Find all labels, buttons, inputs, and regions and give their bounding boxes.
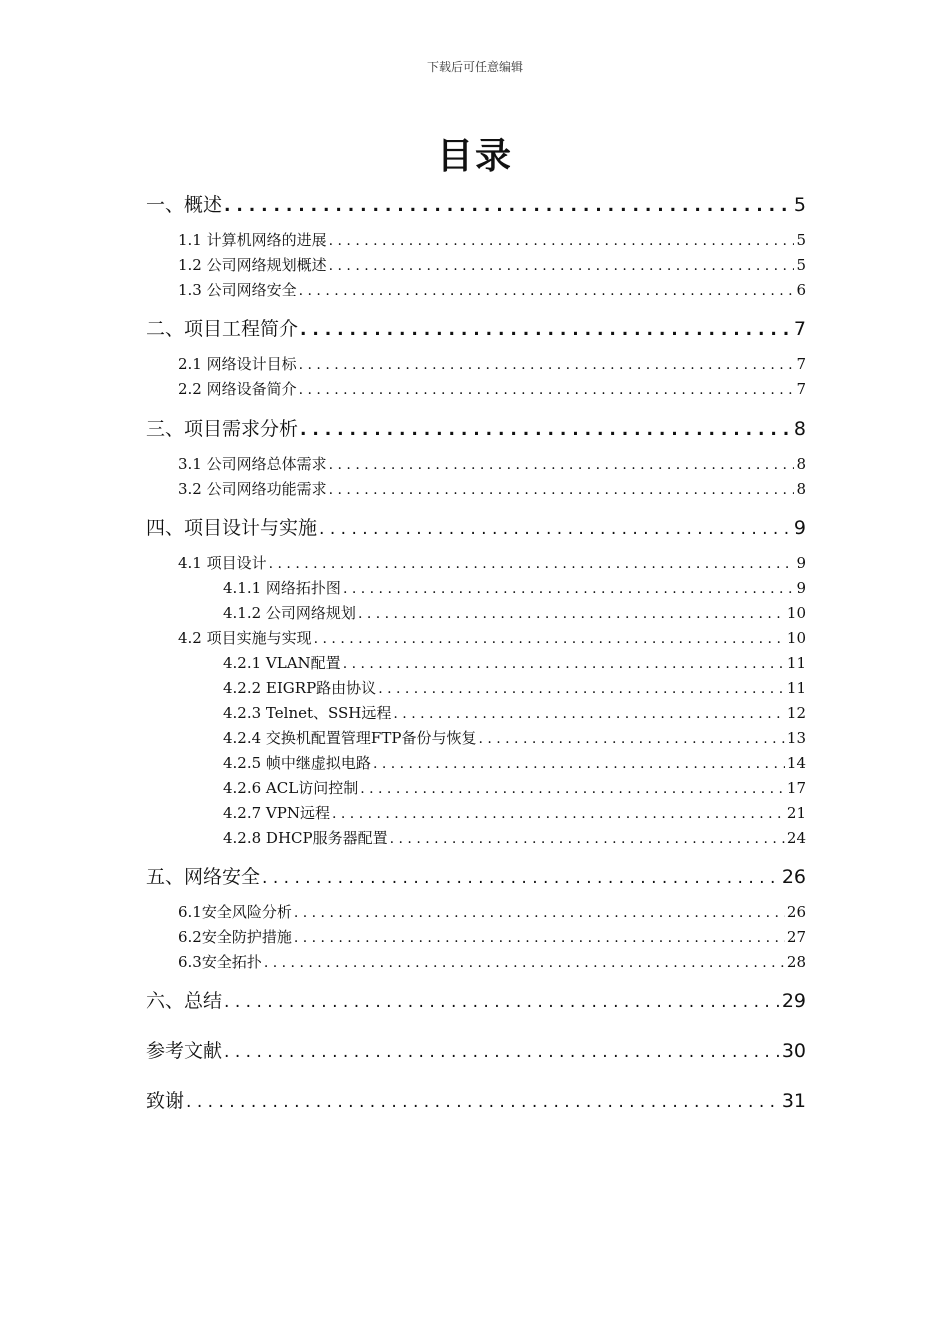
toc-leader: [299, 283, 795, 299]
toc-entry-text: 4.2.4 交换机配置管理FTP备份与恢复: [223, 729, 477, 747]
header-note: 下载后可任意编辑: [426, 60, 523, 74]
toc-leader: [358, 606, 785, 622]
toc-entry-text: 三、项目需求分析: [146, 418, 299, 440]
toc-leader: [299, 357, 795, 373]
toc-page-number: 21: [786, 804, 806, 822]
toc-page-number: 7: [793, 318, 806, 340]
toc-entry[interactable]: [223, 577, 806, 597]
toc-entry[interactable]: [223, 752, 806, 772]
toc-entry-text: 4.1.1 网络拓扑图: [223, 579, 341, 597]
toc-leader: [393, 706, 785, 722]
toc-page-number: 13: [786, 729, 806, 747]
toc-entry-text: 致谢: [146, 1090, 185, 1112]
toc-page-number: 29: [781, 990, 806, 1012]
toc-entry[interactable]: [178, 378, 806, 398]
toc-leader: [294, 905, 785, 921]
toc-page-number: 6: [796, 281, 806, 299]
toc-entry-text: 4.2.6 ACL访问控制: [223, 779, 359, 797]
toc-page-number: 11: [786, 679, 806, 697]
toc-entry-text: 4.2.1 VLAN配置: [223, 654, 341, 672]
toc-entry[interactable]: [223, 802, 806, 822]
toc-entry[interactable]: [178, 279, 806, 299]
toc-leader: [343, 656, 785, 672]
toc-entry-text: 六、总结: [146, 990, 223, 1012]
toc-leader: [343, 581, 795, 597]
toc-page-number: 14: [786, 754, 806, 772]
toc-entry[interactable]: [146, 862, 806, 886]
toc-leader: [186, 1092, 780, 1112]
toc-page-number: 9: [793, 517, 806, 539]
toc-leader: [478, 731, 784, 747]
toc-page-number: 30: [781, 1040, 806, 1062]
toc-entry[interactable]: [146, 1086, 806, 1110]
toc-entry[interactable]: [178, 951, 806, 971]
toc-entry-text: 2.1 网络设计目标: [178, 355, 297, 373]
toc-entry[interactable]: [178, 901, 806, 921]
toc-entry[interactable]: [146, 314, 806, 338]
toc-entry[interactable]: [146, 986, 806, 1010]
toc-page-number: 5: [796, 231, 806, 249]
toc-entry-text: 4.2.5 帧中继虚拟电路: [223, 754, 371, 772]
toc-leader: [373, 756, 785, 772]
toc-title: 目录: [436, 136, 513, 177]
toc-entry[interactable]: [146, 1036, 806, 1060]
toc-entry-text: 参考文献: [146, 1040, 223, 1062]
toc-entry-text: 6.2安全防护措施: [178, 928, 292, 946]
toc-page-number: 17: [786, 779, 806, 797]
toc-page-number: 10: [786, 629, 806, 647]
toc-entry[interactable]: [178, 926, 806, 946]
toc-entry[interactable]: [223, 777, 806, 797]
toc-entry-text: 4.2.2 EIGRP路由协议: [223, 679, 377, 697]
toc-leader: [329, 233, 795, 249]
toc-leader: [224, 196, 792, 216]
toc-page-number: 8: [793, 418, 806, 440]
toc-page-number: 31: [781, 1090, 806, 1112]
toc-leader: [269, 556, 795, 572]
toc-entry-text: 一、概述: [146, 194, 223, 216]
toc-entry[interactable]: [146, 414, 806, 438]
toc-page-number: 26: [786, 903, 806, 921]
toc-page-number: 9: [796, 554, 806, 572]
toc-leader: [390, 831, 785, 847]
toc-entry-text: 1.2 公司网络规划概述: [178, 256, 327, 274]
toc-leader: [332, 806, 785, 822]
toc-entry[interactable]: [146, 190, 806, 214]
toc-page-number: 26: [781, 866, 806, 888]
toc-entry-text: 3.2 公司网络功能需求: [178, 480, 327, 498]
toc-entry-text: 4.2.7 VPN远程: [223, 804, 330, 822]
toc-entry[interactable]: [223, 827, 806, 847]
toc-leader: [360, 781, 785, 797]
toc-entry[interactable]: [223, 602, 806, 622]
toc-entry-text: 6.1安全风险分析: [178, 903, 292, 921]
toc-leader: [329, 482, 795, 498]
toc-entry[interactable]: [178, 627, 806, 647]
toc-page-number: 11: [786, 654, 806, 672]
toc-page-number: 28: [786, 953, 806, 971]
toc-page-number: 12: [786, 704, 806, 722]
toc-entry-text: 四、项目设计与实施: [146, 517, 318, 539]
toc-page-number: 10: [786, 604, 806, 622]
toc-leader: [319, 519, 792, 539]
toc-entry[interactable]: [223, 727, 806, 747]
toc-leader: [329, 258, 795, 274]
toc-page-number: 8: [796, 455, 806, 473]
toc-entry[interactable]: [223, 652, 806, 672]
toc-leader: [264, 955, 785, 971]
toc-entry-text: 4.2.3 Telnet、SSH远程: [223, 704, 392, 722]
toc-page-number: 7: [796, 380, 806, 398]
toc-entry-text: 4.2.8 DHCP服务器配置: [223, 829, 388, 847]
toc-entry-text: 6.3安全拓扑: [178, 953, 262, 971]
toc-entry-text: 4.1.2 公司网络规划: [223, 604, 356, 622]
toc-page-number: 5: [796, 256, 806, 274]
toc-leader: [329, 457, 795, 473]
toc-entry[interactable]: [178, 254, 806, 274]
toc-entry[interactable]: [178, 478, 806, 498]
toc-leader: [224, 992, 780, 1012]
toc-leader: [314, 631, 785, 647]
toc-entry[interactable]: [178, 453, 806, 473]
toc-leader: [300, 420, 792, 440]
toc-entry[interactable]: [223, 702, 806, 722]
toc-entry-text: 2.2 网络设备简介: [178, 380, 297, 398]
toc-entry[interactable]: [146, 513, 806, 537]
toc-page-number: 27: [786, 928, 806, 946]
toc-entry[interactable]: [178, 552, 806, 572]
toc-page-number: 8: [796, 480, 806, 498]
toc-leader: [299, 382, 795, 398]
toc-page-number: 5: [793, 194, 806, 216]
toc-entry-text: 1.1 计算机网络的进展: [178, 231, 327, 249]
toc-entry-text: 4.2 项目实施与实现: [178, 629, 312, 647]
toc-entry-text: 五、网络安全: [146, 866, 261, 888]
toc-leader: [262, 868, 780, 888]
toc-entry[interactable]: [178, 229, 806, 249]
toc-entry[interactable]: [223, 677, 806, 697]
toc-entry-text: 3.1 公司网络总体需求: [178, 455, 327, 473]
toc-entry[interactable]: [178, 353, 806, 373]
toc-entry-text: 4.1 项目设计: [178, 554, 267, 572]
toc-page-number: 7: [796, 355, 806, 373]
toc-leader: [294, 930, 785, 946]
toc-leader: [378, 681, 785, 697]
toc-entry-text: 二、项目工程简介: [146, 318, 299, 340]
toc-page-number: 24: [786, 829, 806, 847]
toc-page-number: 9: [796, 579, 806, 597]
toc-leader: [224, 1042, 780, 1062]
toc-leader: [300, 320, 792, 340]
toc-entry-text: 1.3 公司网络安全: [178, 281, 297, 299]
